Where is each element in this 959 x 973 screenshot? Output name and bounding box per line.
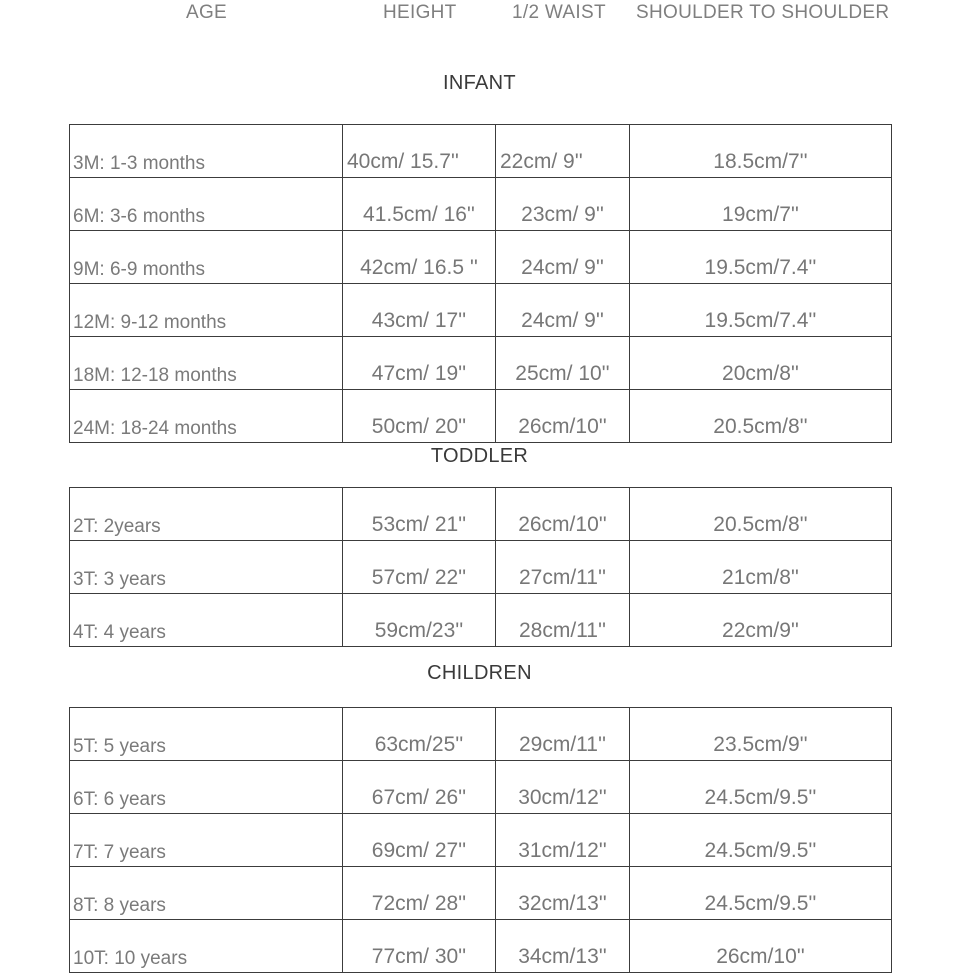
table-row xyxy=(70,708,892,761)
waist-cell: 25cm/ 10'' xyxy=(496,337,630,390)
table-row xyxy=(70,920,892,973)
age-cell: 6M: 3-6 months xyxy=(70,178,343,231)
height-cell: 53cm/ 21'' xyxy=(343,488,496,541)
waist-cell: 29cm/11'' xyxy=(496,708,630,761)
height-cell: 77cm/ 30'' xyxy=(343,920,496,973)
age-cell: 18M: 12-18 months xyxy=(70,337,343,390)
waist-cell: 26cm/10'' xyxy=(496,488,630,541)
height-cell: 57cm/ 22'' xyxy=(343,541,496,594)
waist-cell: 28cm/11'' xyxy=(496,594,630,647)
table-row xyxy=(70,488,892,541)
height-cell: 40cm/ 15.7'' xyxy=(343,125,496,178)
waist-cell: 23cm/ 9'' xyxy=(496,178,630,231)
section-title-toddler: TODDLER xyxy=(430,445,529,467)
shoulder-cell: 21cm/8'' xyxy=(630,541,892,594)
section-title-infant: INFANT xyxy=(443,72,516,94)
table-row xyxy=(70,390,892,443)
age-cell: 6T: 6 years xyxy=(70,761,343,814)
table-row xyxy=(70,284,892,337)
shoulder-cell: 23.5cm/9'' xyxy=(630,708,892,761)
waist-cell: 34cm/13'' xyxy=(496,920,630,973)
waist-cell: 31cm/12'' xyxy=(496,814,630,867)
height-cell: 47cm/ 19'' xyxy=(343,337,496,390)
height-cell: 42cm/ 16.5 '' xyxy=(343,231,496,284)
height-cell: 67cm/ 26'' xyxy=(343,761,496,814)
height-cell: 41.5cm/ 16'' xyxy=(343,178,496,231)
shoulder-cell: 18.5cm/7'' xyxy=(630,125,892,178)
height-cell: 72cm/ 28'' xyxy=(343,867,496,920)
age-cell: 5T: 5 years xyxy=(70,708,343,761)
height-cell: 50cm/ 20'' xyxy=(343,390,496,443)
size-table-infant xyxy=(69,124,892,443)
age-cell: 4T: 4 years xyxy=(70,594,343,647)
shoulder-cell: 19.5cm/7.4'' xyxy=(630,231,892,284)
shoulder-cell: 20.5cm/8'' xyxy=(630,488,892,541)
shoulder-cell: 19.5cm/7.4'' xyxy=(630,284,892,337)
table-row xyxy=(70,125,892,178)
table-row xyxy=(70,178,892,231)
age-cell: 24M: 18-24 months xyxy=(70,390,343,443)
height-cell: 69cm/ 27'' xyxy=(343,814,496,867)
shoulder-cell: 24.5cm/9.5'' xyxy=(630,761,892,814)
age-cell: 12M: 9-12 months xyxy=(70,284,343,337)
age-cell: 3T: 3 years xyxy=(70,541,343,594)
height-cell: 59cm/23'' xyxy=(343,594,496,647)
shoulder-cell: 24.5cm/9.5'' xyxy=(630,814,892,867)
table-row xyxy=(70,867,892,920)
waist-cell: 24cm/ 9'' xyxy=(496,231,630,284)
table-row xyxy=(70,541,892,594)
shoulder-cell: 24.5cm/9.5'' xyxy=(630,867,892,920)
shoulder-cell: 20.5cm/8'' xyxy=(630,390,892,443)
waist-cell: 32cm/13'' xyxy=(496,867,630,920)
size-table-toddler xyxy=(69,487,892,647)
shoulder-cell: 22cm/9'' xyxy=(630,594,892,647)
table-row xyxy=(70,814,892,867)
height-cell: 63cm/25'' xyxy=(343,708,496,761)
age-cell: 10T: 10 years xyxy=(70,920,343,973)
age-cell: 3M: 1-3 months xyxy=(70,125,343,178)
section-title-children: CHILDREN xyxy=(427,662,532,684)
column-header-height: HEIGHT xyxy=(383,2,457,23)
shoulder-cell: 19cm/7'' xyxy=(630,178,892,231)
column-header-waist: 1/2 WAIST xyxy=(512,2,606,23)
shoulder-cell: 26cm/10'' xyxy=(630,920,892,973)
table-row xyxy=(70,231,892,284)
waist-cell: 24cm/ 9'' xyxy=(496,284,630,337)
shoulder-cell: 20cm/8'' xyxy=(630,337,892,390)
column-header-age: AGE xyxy=(186,2,228,23)
waist-cell: 26cm/10'' xyxy=(496,390,630,443)
age-cell: 2T: 2years xyxy=(70,488,343,541)
table-row xyxy=(70,594,892,647)
column-header-shoulder: SHOULDER TO SHOULDER xyxy=(636,2,890,23)
waist-cell: 30cm/12'' xyxy=(496,761,630,814)
waist-cell: 22cm/ 9'' xyxy=(496,125,630,178)
waist-cell: 27cm/11'' xyxy=(496,541,630,594)
size-table-children xyxy=(69,707,892,973)
age-cell: 7T: 7 years xyxy=(70,814,343,867)
table-row xyxy=(70,337,892,390)
age-cell: 9M: 6-9 months xyxy=(70,231,343,284)
age-cell: 8T: 8 years xyxy=(70,867,343,920)
height-cell: 43cm/ 17'' xyxy=(343,284,496,337)
table-row xyxy=(70,761,892,814)
